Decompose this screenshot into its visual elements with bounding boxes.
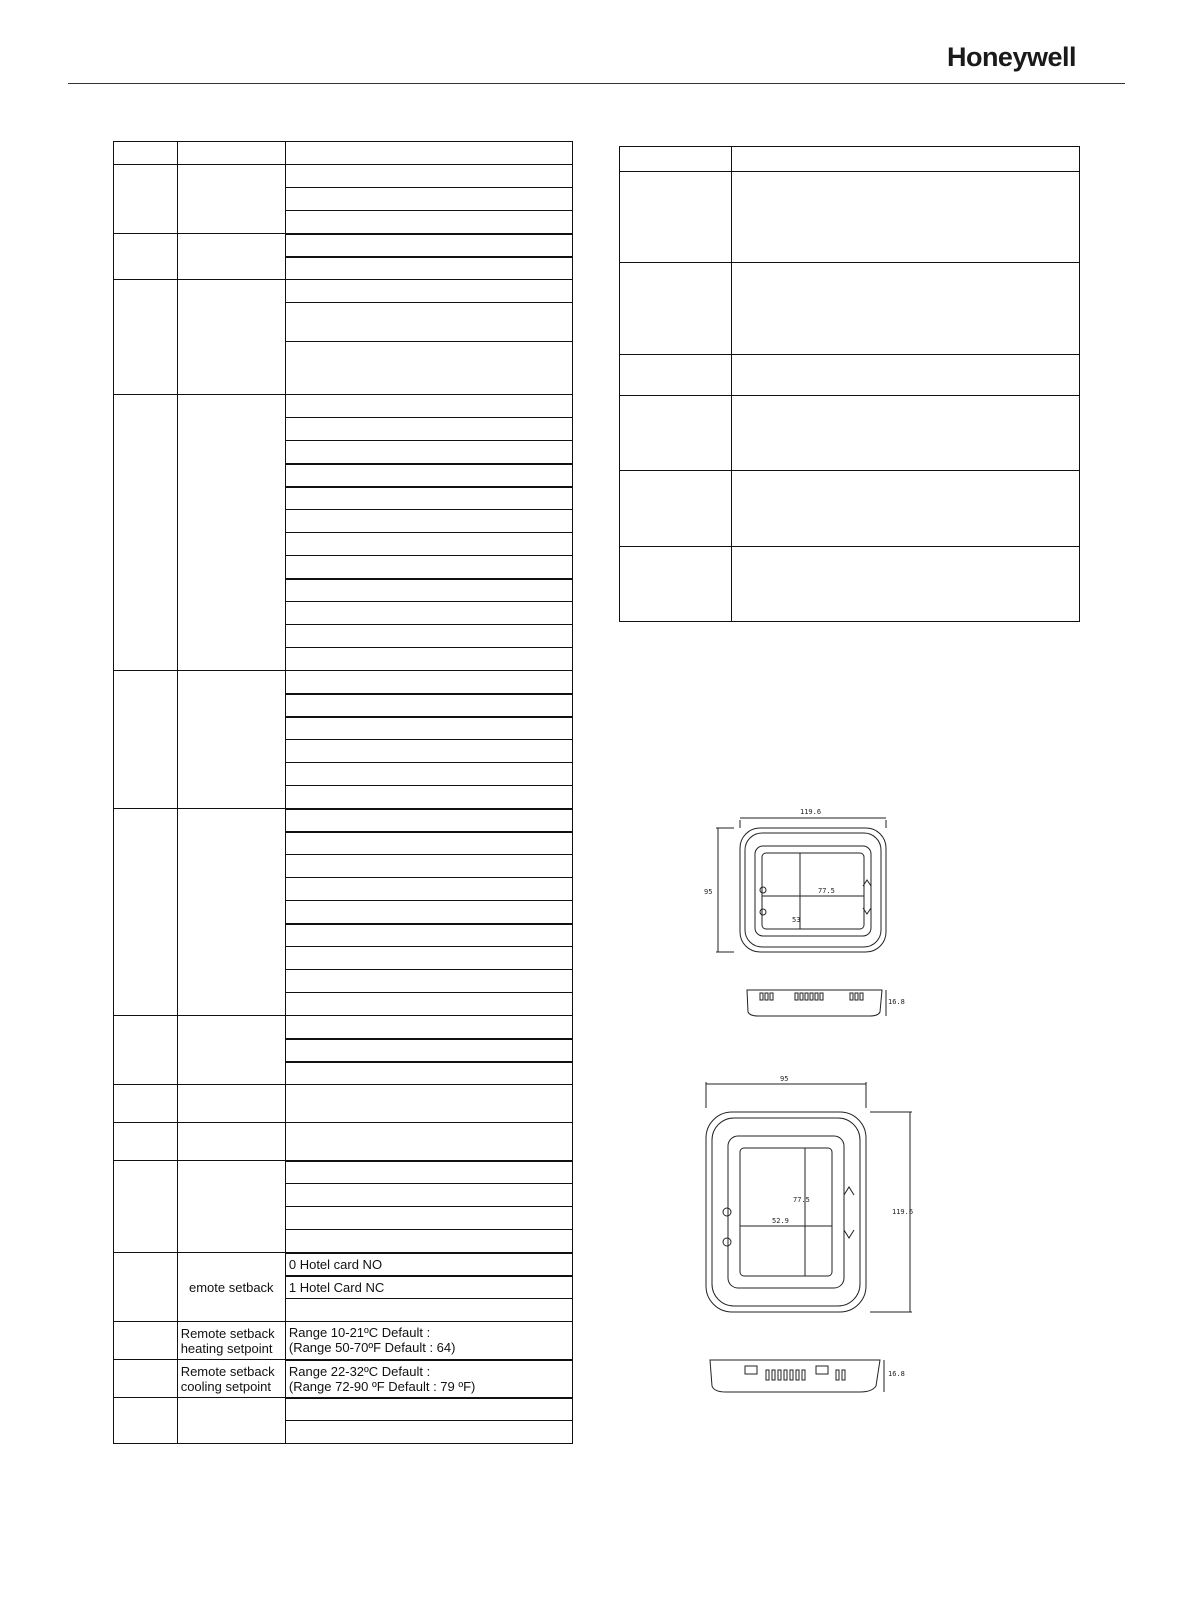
remote-setback-row [114, 1253, 573, 1276]
cooling-setpoint-range-line2: (Range 72-90 ºF Default : 79 ºF) [288, 1378, 476, 1394]
parameter-table [113, 141, 573, 1444]
heating-setpoint-range [285, 1322, 572, 1360]
portrait-width-label: 95 [780, 1075, 789, 1083]
table-row [620, 263, 1080, 355]
table-header-row [620, 147, 1080, 172]
portrait-screen-height-label: 77.5 [793, 1196, 810, 1204]
table-row [114, 165, 573, 188]
heating-setpoint-label-line1: Remote setback [180, 1325, 275, 1341]
remote-setback-option: 0 Hotel card NO [285, 1253, 572, 1276]
table-row [114, 395, 573, 418]
table-header-row [114, 142, 573, 165]
heating-setpoint-label [177, 1322, 285, 1360]
table-row [620, 396, 1080, 471]
landscape-depth-label: 16.8 [888, 998, 905, 1006]
table-row [620, 355, 1080, 396]
landscape-screen-height-label: 53 [792, 916, 801, 924]
landscape-side-view [747, 990, 886, 1016]
table-row [114, 1123, 573, 1161]
portrait-depth-label: 16.8 [888, 1370, 905, 1378]
cooling-setpoint-row [114, 1360, 573, 1398]
cooling-setpoint-label-line1: Remote setback [180, 1363, 275, 1379]
table-row [114, 671, 573, 694]
table-row [114, 1398, 573, 1421]
table-row [620, 172, 1080, 263]
portrait-screen-width-label: 52.9 [772, 1217, 789, 1225]
table-row [114, 1016, 573, 1039]
landscape-height-label: 95 [704, 888, 713, 896]
cooling-setpoint-range-line1: Range 22-32ºC Default : [288, 1363, 431, 1379]
landscape-front-view [716, 818, 886, 952]
heating-setpoint-row [114, 1322, 573, 1360]
table-row [114, 234, 573, 257]
heating-setpoint-label-line2: heating setpoint [180, 1340, 273, 1356]
heating-setpoint-range-line1: Range 10-21ºC Default : [288, 1325, 431, 1341]
cooling-setpoint-label-line2: cooling setpoint [180, 1378, 272, 1394]
portrait-height-label: 119.6 [892, 1208, 914, 1216]
remote-setback-label: emote setback [177, 1253, 285, 1322]
brand-logo: Honeywell [946, 42, 1076, 72]
table-row [114, 280, 573, 303]
table-row [620, 471, 1080, 547]
table-row [114, 809, 573, 832]
landscape-screen-width-label: 77.5 [818, 887, 835, 895]
heating-setpoint-range-line2: (Range 50-70ºF Default : 64) [288, 1340, 456, 1356]
thermostat-drawing [700, 800, 1060, 1440]
portrait-side-view [710, 1360, 884, 1392]
header-rule [68, 83, 1125, 84]
landscape-width-label: 119.6 [800, 808, 822, 816]
table-row [114, 1161, 573, 1184]
dimension-drawings [700, 800, 1060, 1440]
remote-setback-option [285, 1299, 572, 1322]
table-row [620, 547, 1080, 622]
description-table [619, 146, 1080, 622]
cooling-setpoint-range [285, 1360, 572, 1398]
cooling-setpoint-label [177, 1360, 285, 1398]
remote-setback-option: 1 Hotel Card NC [285, 1276, 572, 1299]
table-row [114, 1085, 573, 1123]
